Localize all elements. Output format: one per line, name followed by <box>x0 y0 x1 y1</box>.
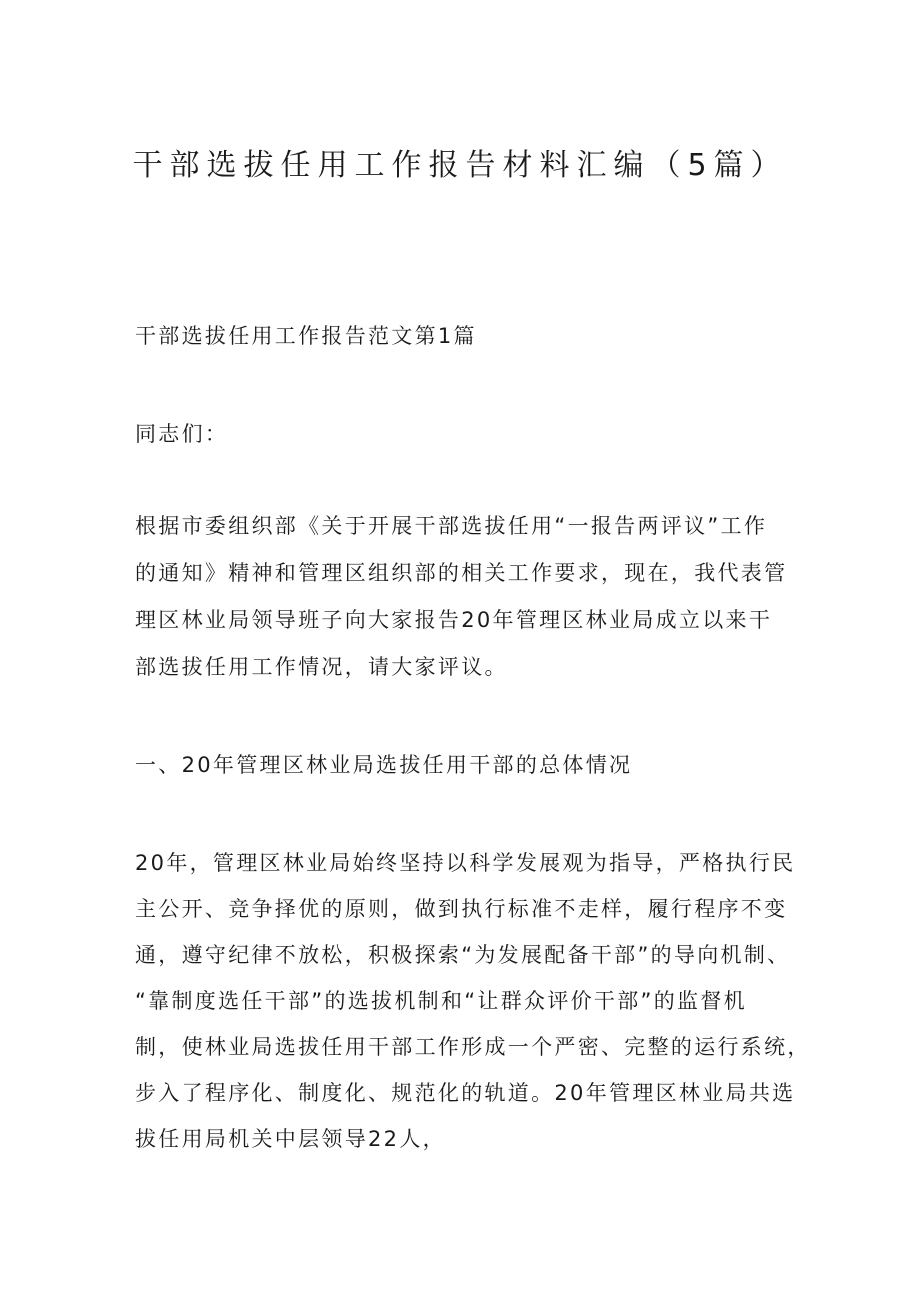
salutation: 同志们： <box>135 422 229 446</box>
paragraph-1-line-2: 的通知》精神和管理区组织部的相关工作要求，现在，我代表管 <box>135 561 788 585</box>
paragraph-2-line-1: 20年，管理区林业局始终坚持以科学发展观为指导，严格执行民 <box>135 851 796 875</box>
paragraph-2-line-5: 制，使林业局选拔任用干部工作形成一个严密、完整的运行系统， <box>135 1035 811 1059</box>
section-heading: 一、20年管理区林业局选拔任用干部的总体情况 <box>135 753 633 777</box>
paragraph-1-line-4: 部选拔任用工作情况，请大家评议。 <box>135 655 508 679</box>
paragraph-2-line-3: 通，遵守纪律不放松，积极探索“为发展配备干部”的导向机制、 <box>135 943 791 967</box>
document-title: 干部选拔任用工作报告材料汇编（5篇） <box>132 148 788 183</box>
paragraph-2-line-2: 主公开、竞争择优的原则，做到执行标准不走样，履行程序不变 <box>135 897 788 921</box>
paragraph-1-line-3: 理区林业局领导班子向大家报告20年管理区林业局成立以来干 <box>135 608 773 632</box>
paragraph-2-line-6: 步入了程序化、制度化、规范化的轨道。20年管理区林业局共选 <box>135 1081 796 1105</box>
paragraph-1-line-1: 根据市委组织部《关于开展干部选拔任用“一报告两评议”工作 <box>135 514 768 538</box>
paragraph-2-line-4: “靠制度选任干部”的选拔机制和“让群众评价干部”的监督机 <box>135 989 747 1013</box>
paragraph-2-line-7: 拔任用局机关中层领导22人， <box>135 1127 446 1151</box>
document-subtitle: 干部选拔任用工作报告范文第1篇 <box>135 324 477 348</box>
